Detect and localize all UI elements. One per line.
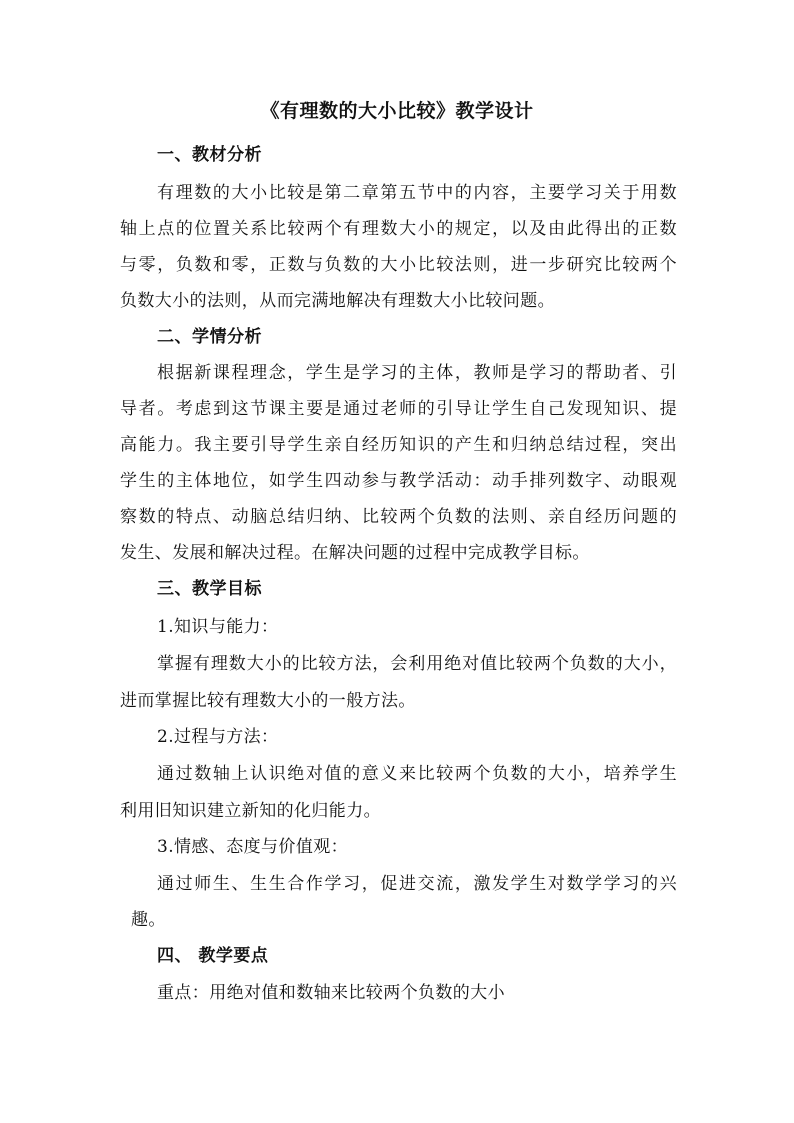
paragraph-line: 负数大小的法则，从而完满地解决有理数大小比较问题。 — [120, 291, 555, 311]
document-title: 《有理数的大小比较》教学设计 — [260, 100, 534, 122]
paragraph-line: 进而掌握比较有理数大小的一般方法。 — [120, 691, 416, 711]
section-heading-textbook-analysis: 一、教材分析 — [157, 145, 262, 165]
paragraph-line: 学生的主体地位，如学生四动参与教学活动：动手排列数字、动眼观 — [120, 471, 677, 491]
subsection-label-emotion-attitude: 3.情感、态度与价值观： — [157, 837, 349, 857]
paragraph-line: 导者。考虑到这节课主要是通过老师的引导让学生自己发现知识、提 — [120, 399, 677, 419]
subsection-label-process-method: 2.过程与方法： — [157, 727, 279, 747]
paragraph-line: 察数的特点、动脑总结归纳、比较两个负数的法则、亲自经历问题的 — [120, 507, 677, 527]
paragraph-line: 根据新课程理念，学生是学习的主体，教师是学习的帮助者、引 — [157, 363, 677, 383]
paragraph-line: 重点：用绝对值和数轴来比较两个负数的大小 — [157, 983, 505, 1003]
paragraph-line: 利用旧知识建立新知的化归能力。 — [120, 801, 381, 821]
paragraph-line: 有理数的大小比较是第二章第五节中的内容，主要学习关于用数 — [157, 183, 677, 203]
paragraph-line: 掌握有理数大小的比较方法，会利用绝对值比较两个负数的大小， — [157, 654, 677, 674]
paragraph-line: 通过师生、生生合作学习，促进交流，激发学生对数学学习的兴 — [157, 874, 677, 894]
paragraph-line: 与零，负数和零，正数与负数的大小比较法则，进一步研究比较两个 — [120, 255, 677, 275]
section-heading-student-analysis: 二、学情分析 — [157, 327, 262, 347]
paragraph-line: 趣。 — [131, 910, 166, 930]
section-heading-teaching-objectives: 三、教学目标 — [157, 579, 262, 599]
paragraph-line: 轴上点的位置关系比较两个有理数大小的规定，以及由此得出的正数 — [120, 219, 677, 239]
subsection-label-knowledge-ability: 1.知识与能力： — [157, 617, 279, 637]
section-heading-teaching-key-points: 四、 教学要点 — [157, 946, 269, 966]
paragraph-line: 通过数轴上认识绝对值的意义来比较两个负数的大小，培养学生 — [157, 764, 677, 784]
paragraph-line: 发生、发展和解决过程。在解决问题的过程中完成教学目标。 — [120, 543, 590, 563]
paragraph-line: 高能力。我主要引导学生亲自经历知识的产生和归纳总结过程，突出 — [120, 435, 677, 455]
